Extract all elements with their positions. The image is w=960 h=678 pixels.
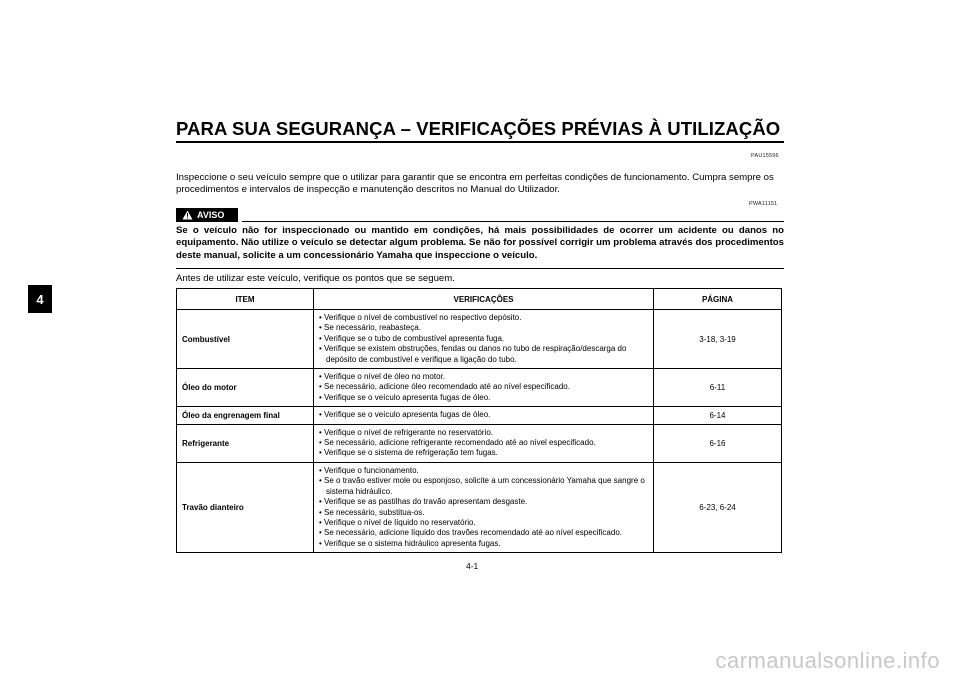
page-number: 4-1: [466, 561, 479, 571]
check-line: • Verifique o nível de líquido no reservatório.: [319, 517, 476, 527]
row-item: Óleo da engrenagem final: [177, 407, 314, 424]
warning-badge: [176, 208, 238, 222]
warning-text: Se o veículo não for inspeccionado ou mantido em condições, há mais possibilidades de ocorrer um acidente ou danos no equipamento. Não utilize o veículo se detectar algum problema. Se não for possível corrigir um problema através dos procedimentos deste manual, solicite a um concessionário Yamaha que inspeccione o veículo.: [176, 225, 784, 261]
table-row: [177, 369, 782, 407]
check-line: • Verifique se o sistema de refrigeração tem fugas.: [319, 448, 498, 458]
row-item: Óleo do motor: [177, 369, 314, 407]
check-line: • Se necessário, adicione óleo recomendado até ao nível especificado.: [319, 382, 570, 392]
row-page: 6-23, 6-24: [654, 462, 782, 552]
header-page: PÁGINA: [654, 289, 782, 310]
check-line: • Verifique o nível de combustível no respectivo depósito.: [319, 313, 522, 322]
check-line: • Se necessário, substitua-os.: [319, 507, 425, 517]
table-header-row: [177, 289, 782, 310]
row-checks: [314, 310, 654, 369]
warning-rule-bottom: [176, 268, 784, 269]
warning-triangle-icon: [182, 210, 193, 220]
check-line: • Verifique se o veículo apresenta fugas de óleo.: [319, 392, 491, 402]
check-line: • Verifique o nível de óleo no motor.: [319, 372, 445, 382]
check-line: • Verifique se as pastilhas do travão apresentam desgaste.: [319, 497, 528, 507]
check-line: • Verifique o funcionamento.: [319, 465, 419, 475]
row-item: Refrigerante: [177, 424, 314, 462]
page-title: PARA SUA SEGURANÇA – VERIFICAÇÕES PRÉVIAS À UTILIZAÇÃO: [176, 118, 781, 139]
check-line: • Verifique se o sistema hidráulico apresenta fugas.: [319, 538, 501, 548]
table-row: [177, 310, 782, 369]
reference-code: PAU15596: [751, 153, 779, 159]
warning-label: AVISO: [197, 210, 225, 220]
row-checks: [314, 462, 654, 552]
check-line: • Verifique se o veículo apresenta fugas de óleo.: [319, 410, 491, 420]
check-line: • Se necessário, reabasteça.: [319, 323, 421, 333]
row-item: Travão dianteiro: [177, 462, 314, 552]
row-page: 3-18, 3-19: [654, 310, 782, 369]
chapter-tab: 4: [28, 285, 52, 313]
checks-intro: Antes de utilizar este veículo, verifique os pontos que se seguem.: [176, 273, 455, 284]
watermark: carmanualsonline.info: [715, 648, 940, 673]
table-row: [177, 424, 782, 462]
check-line: • Se necessário, adicione líquido dos travões recomendado até ao nível especificado.: [319, 528, 622, 538]
table-row: [177, 407, 782, 424]
check-line: • Se o travão estiver mole ou esponjoso, solicite a um concessionário Yamaha que sangre o sistema hidráulico.: [319, 476, 645, 496]
row-item: Combustível: [177, 310, 314, 369]
header-item: ITEM: [177, 289, 314, 310]
row-checks: [314, 407, 654, 424]
check-line: • Verifique se existem obstruções, fendas ou danos no tubo de respiração/descarga do depósito de combustível e verifique a ligação do tubo.: [319, 344, 627, 364]
title-underline: [176, 141, 784, 143]
check-line: • Verifique o nível de refrigerante no reservatório.: [319, 427, 494, 437]
warning-rule-top: [242, 221, 784, 222]
intro-paragraph: Inspeccione o seu veículo sempre que o utilizar para garantir que se encontra em perfeitas condições de funcionamento. Cumpra sempre os procedimentos e intervalos de inspecção e manutenção descritos no Manual do Utilizador.: [176, 172, 774, 196]
row-checks: [314, 424, 654, 462]
check-line: • Verifique se o tubo de combustível apresenta fuga.: [319, 333, 505, 343]
row-page: 6-14: [654, 407, 782, 424]
pre-operation-checks-table: [176, 288, 782, 553]
header-checks: VERIFICAÇÕES: [314, 289, 654, 310]
check-line: • Se necessário, adicione refrigerante recomendado até ao nível especificado.: [319, 438, 596, 448]
table-row: [177, 462, 782, 552]
row-page: 6-16: [654, 424, 782, 462]
warning-code: PWA11151: [749, 201, 778, 207]
row-checks: [314, 369, 654, 407]
row-page: 6-11: [654, 369, 782, 407]
